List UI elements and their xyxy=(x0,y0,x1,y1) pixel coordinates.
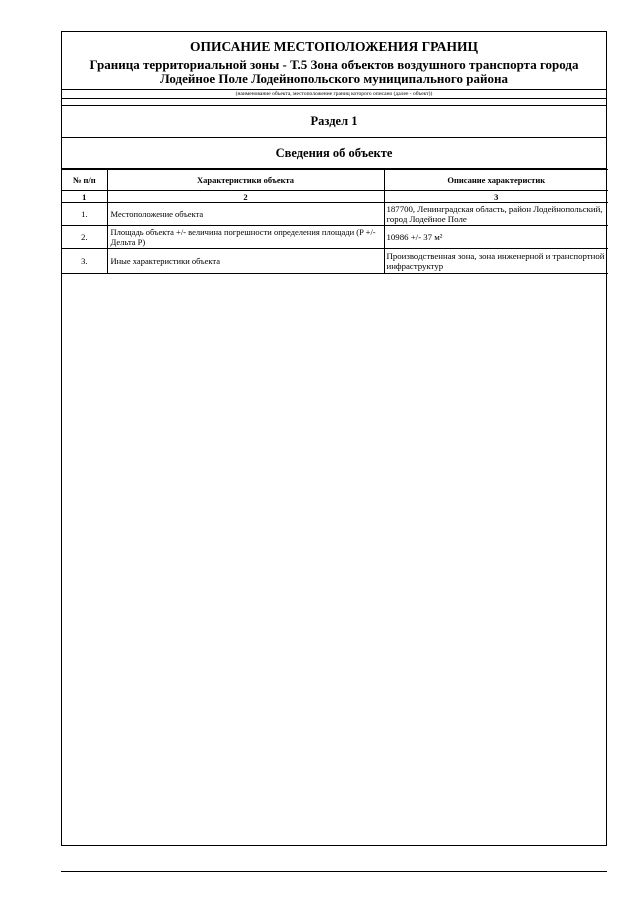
header-characteristic: Характеристики объекта xyxy=(107,170,384,191)
table-row xyxy=(62,226,608,249)
row-description: 187700, Ленинградская область, район Лодейнопольский, город Лодейное Поле xyxy=(384,203,608,226)
column-number-row xyxy=(62,191,608,203)
col-number-2: 2 xyxy=(107,191,384,203)
next-page-border xyxy=(61,871,607,872)
info-title: Сведения об объекте xyxy=(62,138,606,169)
object-note: (наименование объекта, местоположение границ которого описано (далее - объект)) xyxy=(62,90,606,99)
row-characteristic: Местоположение объекта xyxy=(107,203,384,226)
object-table xyxy=(62,169,608,274)
row-description: Производственная зона, зона инженерной и транспортной инфраструктур xyxy=(384,249,608,274)
document-subtitle: Граница территориальной зоны - Т.5 Зона объектов воздушного транспорта города Лодейное Поле Лодейнопольского муниципального района xyxy=(62,57,606,90)
col-number-3: 3 xyxy=(384,191,608,203)
row-num: 1. xyxy=(62,203,107,226)
header-description: Описание характеристик xyxy=(384,170,608,191)
document-title: ОПИСАНИЕ МЕСТОПОЛОЖЕНИЯ ГРАНИЦ xyxy=(190,39,478,54)
row-characteristic: Площадь объекта +/- величина погрешности определения площади (P +/- Дельта P) xyxy=(107,226,384,249)
table-row xyxy=(62,249,608,274)
row-characteristic: Иные характеристики объекта xyxy=(107,249,384,274)
row-num: 3. xyxy=(62,249,107,274)
header-num: № п/п xyxy=(62,170,107,191)
document-frame xyxy=(61,31,607,846)
row-num: 2. xyxy=(62,226,107,249)
spacer-row xyxy=(62,99,606,106)
section-title: Раздел 1 xyxy=(62,106,606,138)
table-row xyxy=(62,203,608,226)
row-description: 10986 +/- 37 м² xyxy=(384,226,608,249)
col-number-1: 1 xyxy=(62,191,107,203)
table-header-row xyxy=(62,170,608,191)
